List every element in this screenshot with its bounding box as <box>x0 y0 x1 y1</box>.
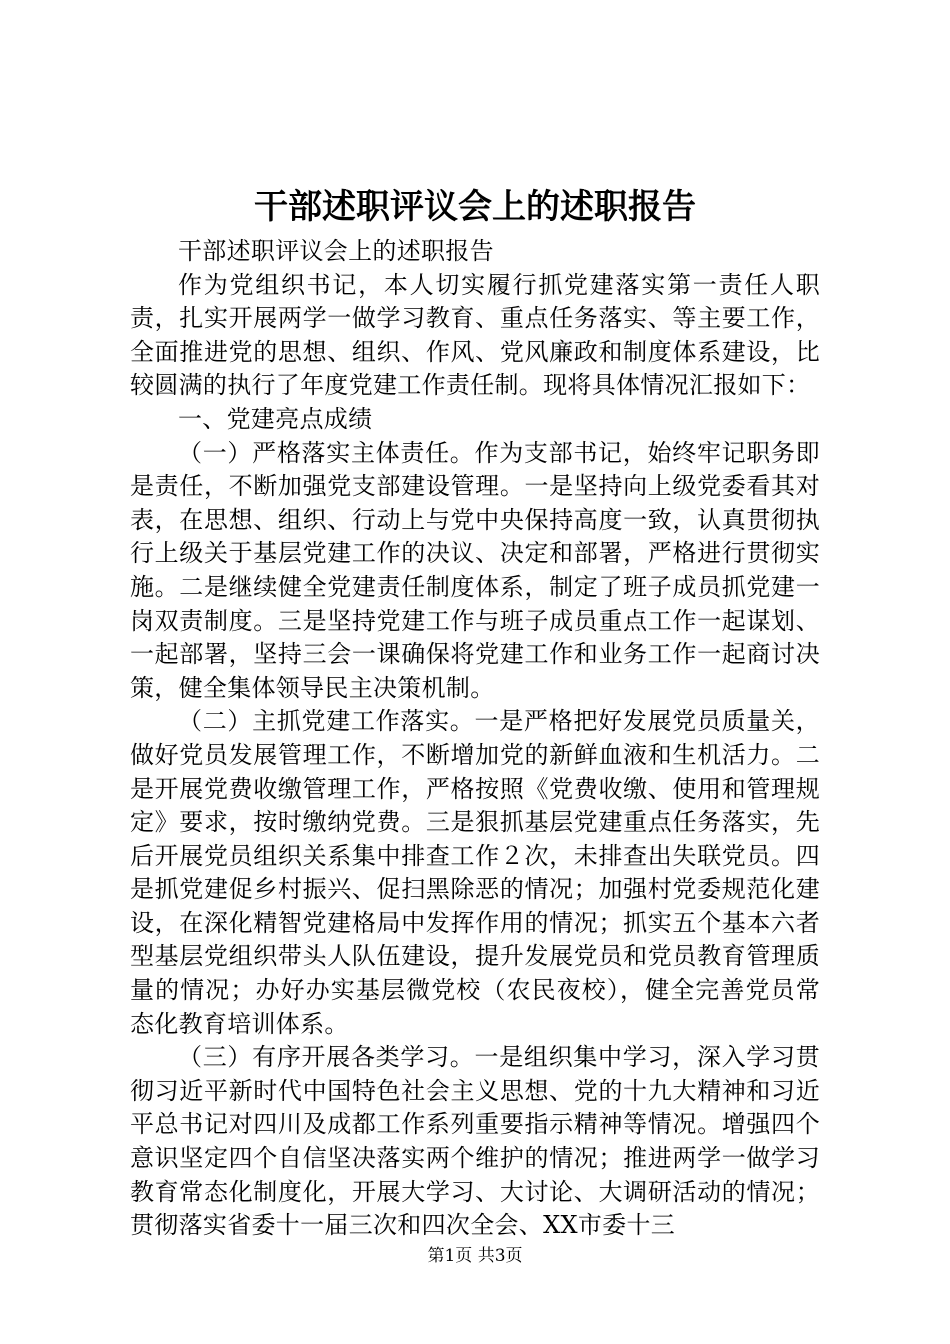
document-body <box>130 235 820 1243</box>
body-paragraph-implementation: （二）主抓党建工作落实。一是严格把好发展党员质量关，做好党员发展管理工作，不断增加党的新鲜血液和生机活力。二是开展党费收缴管理工作，严格按照《党费收缴、使用和管理规定》要求，按时缴纳党费。三是狠抓基层党建重点任务落实，先后开展党员组织关系集中排查工作２次，未排查出失联党员。四是抓党建促乡村振兴、促扫黑除恶的情况；加强村党委规范化建设，在深化精智党建格局中发挥作用的情况；抓实五个基本六者型基层党组织带头人队伍建设，提升发展党员和党员教育管理质量的情况；办好办实基层微党校（农民夜校），健全完善党员常态化教育培训体系。 <box>130 707 820 1038</box>
body-paragraph-study: （三）有序开展各类学习。一是组织集中学习，深入学习贯彻习近平新时代中国特色社会主义思想、党的十九大精神和习近平总书记对四川及成都工作系列重要指示精神等情况。增强四个意识坚定四个自信坚决落实两个维护的情况；推进两学一做学习教育常态化制度化，开展大学习、大讨论、大调研活动的情况；贯彻落实省委十一届三次和四次全会、XX市委十三 <box>130 1043 820 1240</box>
body-paragraph-intro: 作为党组织书记，本人切实履行抓党建落实第一责任人职责，扎实开展两学一做学习教育、重点任务落实、等主要工作，全面推进党的思想、组织、作风、党风廉政和制度体系建设，比较圆满的执行了年度党建工作责任制。现将具体情况汇报如下： <box>130 270 820 400</box>
page-footer: 第1页 共3页 <box>427 1246 523 1266</box>
body-paragraph-subtitle: 干部述职评议会上的述职报告 <box>178 237 494 265</box>
document-title: 干部述职评议会上的述职报告 <box>254 187 696 227</box>
section-heading-highlights: 一、党建亮点成绩 <box>178 404 373 433</box>
body-paragraph-responsibility: （一）严格落实主体责任。作为支部书记，始终牢记职务即是责任，不断加强党支部建设管理。一是坚持向上级党委看其对表，在思想、组织、行动上与党中央保持高度一致，认真贯彻执行上级关于基层党建工作的决议、决定和部署，严格进行贯彻实施。二是继续健全党建责任制度体系，制定了班子成员抓党建一岗双责制度。三是坚持党建工作与班子成员重点工作一起谋划、一起部署，坚持三会一课确保将党建工作和业务工作一起商讨决策，健全集体领导民主决策机制。 <box>130 438 820 702</box>
